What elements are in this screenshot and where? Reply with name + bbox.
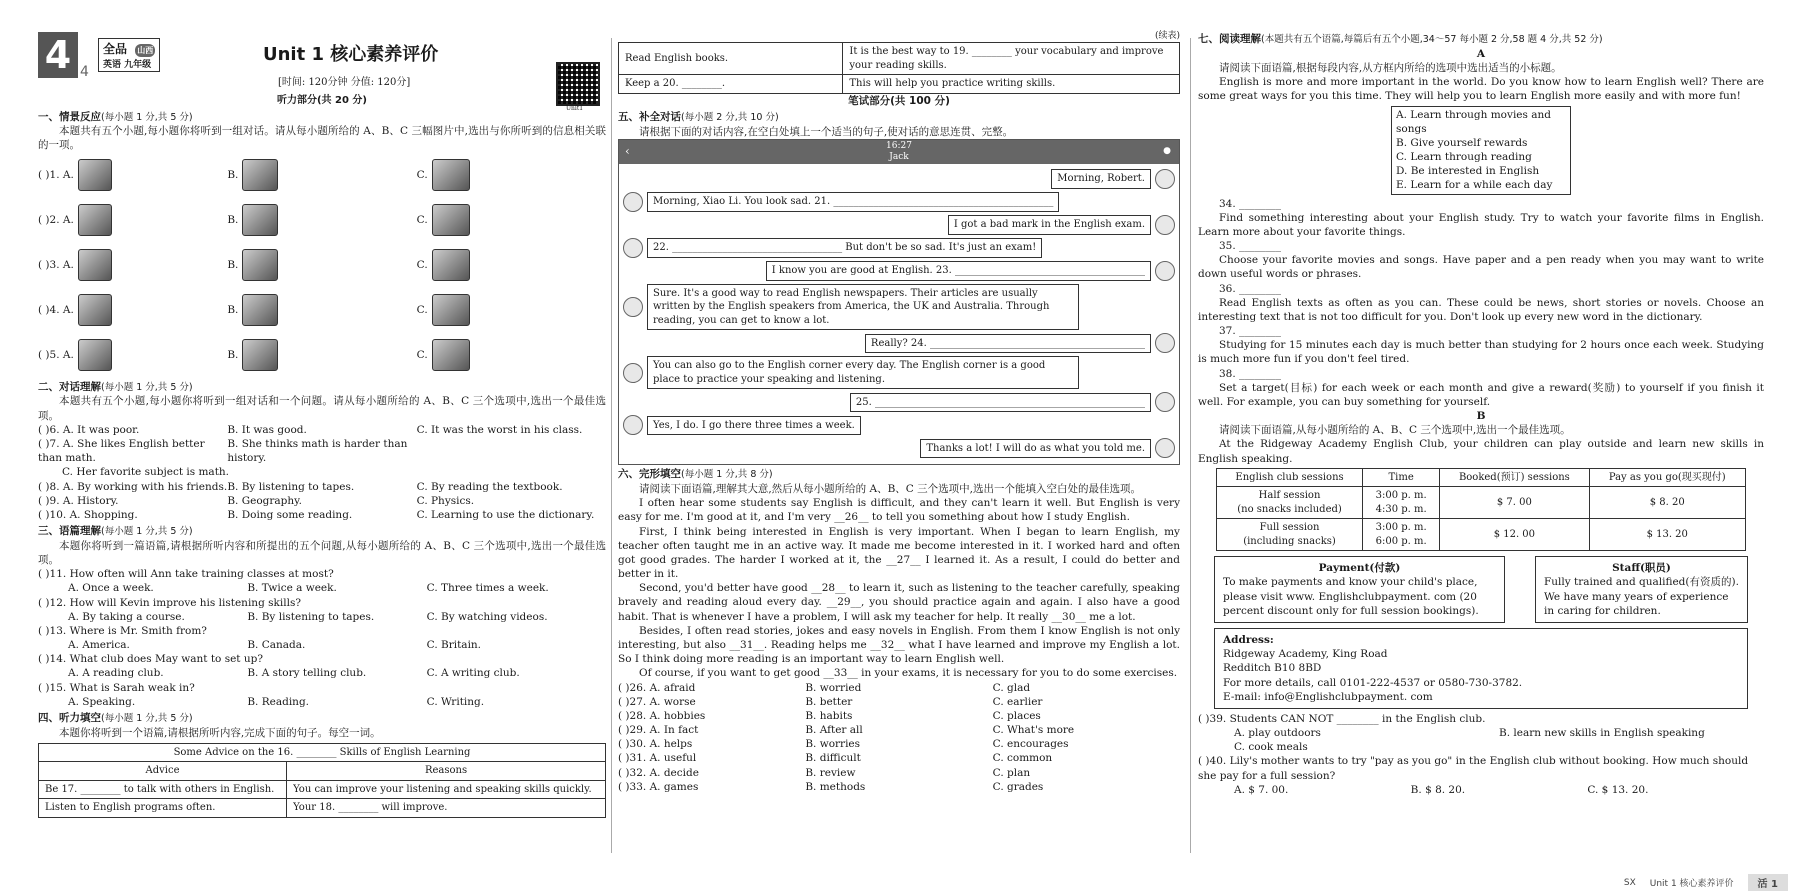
book-icon	[78, 249, 112, 281]
back-icon[interactable]: ‹	[625, 143, 630, 158]
avatar	[623, 238, 643, 258]
chat-line	[623, 238, 1175, 258]
option: C. Learning to use the dictionary.	[416, 508, 595, 521]
qr-code	[556, 62, 600, 106]
question-stem: ( )14. What club does May want to set up?	[38, 653, 263, 666]
heading-option: C. Learn through reading	[1396, 151, 1532, 164]
option: C. What's more	[992, 724, 1075, 737]
advice-table-title: Some Advice on the 16. ________ Skills of English Learning	[39, 743, 606, 762]
picture-option	[227, 249, 416, 281]
heading-option: E. Learn for a while each day	[1396, 179, 1553, 192]
avatar	[1155, 169, 1175, 189]
passage-a-lead: English is more and more important in the world. Do you know how to learn English well? There are some great ways for you this time. They will help you to learn English more easily and with more fun!	[1198, 76, 1764, 103]
chat-line	[623, 261, 1175, 281]
option: C. A writing club.	[426, 667, 520, 680]
picture-option	[417, 249, 606, 281]
option: B. learn new skills in English speaking	[1499, 727, 1705, 740]
pumpkin-icon	[432, 294, 470, 326]
table-cell: $ 7. 00	[1440, 487, 1589, 519]
cloze-option-row	[618, 723, 1180, 737]
question-options	[38, 638, 606, 652]
payment-text: To make payments and know your child's place, please visit www. Englishclubpayment. com (20 percent discount only for full session bookings).	[1223, 576, 1479, 617]
advice-table	[38, 743, 606, 818]
chat-bubble: I know you are good at English. 23. ______________________________________	[766, 261, 1151, 281]
tv-icon	[242, 339, 278, 371]
chat-bubble: Morning, Xiao Li. You look sad. 21. ____________________________________________	[647, 192, 1059, 212]
picture-option	[38, 249, 227, 281]
payment-box	[1214, 556, 1505, 623]
s4-intro: 本题你将听到一个语篇,请根据所听内容,完成下面的句子。每空一词。	[59, 726, 381, 739]
left-column	[38, 30, 606, 893]
option: C. By watching videos.	[426, 610, 548, 623]
cloze-paragraph: Of course, if you want to get good __33__ in your exams, it is necessary for you to do some exercises.	[639, 667, 1178, 680]
option: B. Twice a week.	[247, 582, 337, 595]
option: A. play outdoors	[1234, 727, 1321, 740]
option-label: C.	[416, 304, 428, 317]
cloze-paragraph: First, I think being interested in English is very important. When I began to learn English, my teacher often taught me in an active way. It made me become interested in it. I worked hard and often got good grades. The harder I worked at it, the __27__ I learned it. As a result, I could do better and better in it.	[618, 525, 1180, 581]
s3-questions	[38, 567, 606, 709]
option: C. cook meals	[1234, 741, 1308, 754]
option: C. glad	[992, 681, 1031, 694]
chat-window	[618, 139, 1180, 466]
column-divider	[1190, 38, 1191, 853]
option-label: ( )3. A.	[38, 259, 74, 272]
option: C. places	[992, 709, 1041, 722]
option: ( )8. A. By working with his friends.	[38, 480, 228, 493]
option: B. Reading.	[247, 695, 310, 708]
staff-text: Fully trained and qualified(有资质的). We have many years of experience in caring for children.	[1544, 576, 1739, 617]
newspaper-icon	[432, 249, 470, 281]
chat-messages	[619, 164, 1179, 465]
option: B. worried	[805, 681, 862, 694]
option: B. Geography.	[227, 494, 303, 507]
option: A. A reading club.	[68, 667, 164, 680]
cloze-paragraph: Second, you'd better have good __28__ to learn it, such as listening to the teacher carefully, speaking bravely and reading aloud every day. __29__, you should practice again and again. I also have a good habit. That is whenever I have a problem, I will ask my teacher for help. It really __30__ me a lot.	[618, 582, 1180, 623]
picture-option	[417, 159, 606, 191]
option: B. She thinks math is harder than history.	[227, 437, 408, 465]
reason-cell: It is the best way to 19. ________ your vocabulary and improve your reading skills.	[843, 43, 1180, 75]
advice-cell: Be 17. ________ to talk with others in English.	[39, 780, 287, 799]
passage-a-intro: 请阅读下面语篇,根据每段内容,从方框内所给的选项中选出适当的小标题。	[1219, 61, 1562, 74]
column-divider	[611, 38, 612, 853]
continued-table	[618, 42, 1180, 94]
option: C. By reading the textbook.	[416, 480, 563, 493]
avatar	[623, 363, 643, 383]
passage-a-label: A	[1476, 47, 1486, 60]
unit-sub-number: 4	[80, 64, 89, 80]
avatar	[623, 297, 643, 317]
s2-intro: 本题共有五个小题,每小题你将听到一组对话和一个问题。请从每小题所给的 A、B、C 三个选项中,选出一个最佳选项。	[38, 395, 606, 422]
info-boxes	[1214, 556, 1748, 623]
chat-line	[623, 392, 1175, 412]
s2-title: 二、对话理解(每小题 1 分,共 5 分)	[38, 380, 193, 393]
chat-bubble: I got a bad mark in the English exam.	[948, 215, 1151, 235]
address-line: For more details, call 0101-222-4537 or 0580-730-3782.	[1223, 676, 1523, 689]
cloze-paragraph: I often hear some students say English is difficult, and they can't learn it well. But English is very easy for me. I'm good at it, and I'm very __26__ to tell you something about how I study English.	[618, 497, 1180, 524]
option-label: B.	[227, 214, 239, 227]
picture-row	[38, 333, 606, 378]
cloze-option-row	[618, 709, 1180, 723]
option: B. habits	[805, 709, 853, 722]
avatar	[1155, 438, 1175, 458]
s3-title: 三、语篇理解(每小题 1 分,共 5 分)	[38, 525, 193, 538]
option-label: B.	[227, 259, 239, 272]
chat-line	[623, 415, 1175, 435]
series-label: 全品	[103, 42, 128, 56]
cloze-option-row	[618, 737, 1180, 751]
s4-title: 四、听力填空(每小题 1 分,共 5 分)	[38, 711, 193, 724]
table-header: Booked(预订) sessions	[1440, 468, 1589, 487]
passage-paragraph: Studying for 15 minutes each day is much better than studying for 2 hours once each week. Studying is much more fun if you don't feel tired.	[1198, 339, 1764, 366]
table-cell: $ 13. 20	[1589, 519, 1746, 551]
continued-label: (续表)	[1154, 31, 1180, 41]
option: C. Physics.	[416, 494, 475, 507]
s5-intro: 请根据下面的对话内容,在空白处填上一个适当的句子,使对话的意思连贯、完整。	[639, 125, 1014, 138]
reason-cell: This will help you practice writing skills.	[843, 75, 1180, 94]
table-cell: 3:00 p. m. 6:00 p. m.	[1363, 519, 1440, 551]
page-number: 活 1	[1748, 874, 1788, 891]
chat-bubble: 22. __________________________________ But don't be so sad. It's just an exam!	[647, 238, 1042, 258]
books-icon	[432, 159, 470, 191]
chat-header	[619, 140, 1179, 164]
option-label: B.	[227, 169, 239, 182]
option	[417, 437, 606, 465]
reason-cell: Your 18. ________ will improve.	[287, 799, 606, 818]
option-label: C.	[416, 259, 428, 272]
heading-option: B. Give yourself rewards	[1396, 136, 1528, 149]
picture-option	[38, 159, 227, 191]
cloze-options	[618, 681, 1180, 794]
advice-cell: Read English books.	[619, 43, 843, 75]
option: A. By taking a course.	[68, 610, 185, 623]
option: ( )31. A. useful	[618, 752, 697, 765]
avatar	[1155, 215, 1175, 235]
chat-bubble: Morning, Robert.	[1051, 169, 1151, 189]
option-label: ( )2. A.	[38, 214, 74, 227]
option: B. methods	[805, 780, 866, 793]
question-row	[38, 508, 606, 522]
option: B. worries	[805, 738, 861, 751]
option: B. By listening to tapes.	[227, 480, 355, 493]
option: ( )26. A. afraid	[618, 681, 696, 694]
chat-contact-name: Jack	[889, 151, 909, 162]
question-stem: ( )11. How often will Ann take training classes at most?	[38, 568, 334, 581]
footer-title: Unit 1 核心素养评价	[1649, 879, 1734, 889]
picture-option	[417, 294, 606, 326]
option: A. Once a week.	[68, 582, 154, 595]
picture-option	[227, 159, 416, 191]
question-stem: ( )12. How will Kevin improve his listening skills?	[38, 596, 301, 609]
q40: ( )40. Lily's mother wants to try "pay as you go" in the English club without booking. How much should she pay for a full session?	[1198, 755, 1749, 782]
picture-option	[38, 339, 227, 371]
option: ( )27. A. worse	[618, 695, 696, 708]
written-heading: 笔试部分(共 100 分)	[848, 94, 950, 107]
option: A. Speaking.	[68, 695, 136, 708]
question-row	[38, 480, 606, 494]
cloze-option-row	[618, 751, 1180, 765]
footer-code: SX	[1623, 877, 1636, 888]
blank-number: 35. ________	[1219, 240, 1282, 253]
option-label: C.	[416, 169, 428, 182]
option: B. It was good.	[227, 423, 307, 436]
option: C. Her favorite subject is math.	[62, 466, 230, 479]
passage-b-lead: At the Ridgeway Academy English Club, your children can play outside and learn new skills in English speaking.	[1198, 438, 1764, 465]
option-label: C.	[416, 349, 428, 362]
table-cell: Half session (no snacks included)	[1217, 487, 1363, 519]
question-options	[38, 581, 606, 595]
q39-options	[1198, 726, 1764, 740]
option: ( )6. A. It was poor.	[38, 423, 140, 436]
passage-paragraph: Read English texts as often as you can. These could be news, short stories or novels. Choose an interesting text that is not too difficult for you. Don't look up every new word in the dictionary.	[1198, 296, 1764, 323]
picture-row	[38, 288, 606, 333]
s3-intro: 本题你将听到一篇语篇,请根据所听内容和所提出的五个问题,从每小题所给的 A、B、C 三个选项中,选出一个最佳选项。	[38, 539, 606, 566]
option: ( )28. A. hobbies	[618, 709, 706, 722]
option: C. $ 13. 20.	[1587, 783, 1649, 796]
table-header: Time	[1363, 468, 1440, 487]
cloze-option-row	[618, 695, 1180, 709]
chat-bubble: You can also go to the English corner every day. The English corner is a good place to practice your speaking and listening.	[647, 356, 1079, 389]
picture-option	[227, 204, 416, 236]
option-label: B.	[227, 349, 239, 362]
avatar	[1155, 261, 1175, 281]
table-cell: Full session (including snacks)	[1217, 519, 1363, 551]
option: A. America.	[68, 639, 130, 652]
book-icon	[78, 204, 112, 236]
option: C. encourages	[992, 738, 1069, 751]
q39: ( )39. Students CAN NOT ________ in the English club.	[1198, 712, 1486, 725]
picture-option	[417, 204, 606, 236]
option: C. grades	[992, 780, 1044, 793]
question-row	[38, 494, 606, 508]
table-row	[1217, 519, 1746, 551]
chat-bubble: Really? 24. ___________________________________________	[865, 334, 1151, 354]
address-line: Redditch B10 8BD	[1223, 662, 1322, 675]
option: B. A story telling club.	[247, 667, 367, 680]
cloze-option-row	[618, 766, 1180, 780]
question-options	[38, 695, 606, 709]
address-title: Address:	[1223, 633, 1274, 646]
phone-icon	[78, 159, 112, 191]
avatar	[1155, 392, 1175, 412]
chat-line	[623, 333, 1175, 353]
passage-paragraph: Set a target(目标) for each week or each month and give a reward(奖励) to yourself if you finish it well. For example, you can buy something for yourself.	[1198, 381, 1764, 408]
passage-a-blocks	[1198, 197, 1764, 410]
option: ( )9. A. History.	[38, 494, 119, 507]
address-line: Ridgeway Academy, King Road	[1223, 648, 1388, 661]
tape-icon	[242, 249, 278, 281]
option: C. earlier	[992, 695, 1043, 708]
q40-options	[1198, 783, 1764, 797]
picture-option	[38, 294, 227, 326]
option: B. difficult	[805, 752, 861, 765]
option-label: C.	[416, 214, 428, 227]
option: C. Writing.	[426, 695, 485, 708]
option: C. Britain.	[426, 639, 482, 652]
heading-option: D. Be interested in English	[1396, 165, 1540, 178]
staff-box	[1535, 556, 1748, 623]
qr-label: Unit1	[566, 105, 584, 112]
address-box	[1214, 628, 1748, 709]
option-label: ( )5. A.	[38, 349, 74, 362]
option: ( )10. A. Shopping.	[38, 508, 138, 521]
chat-bubble: 25. ______________________________________________________	[850, 393, 1151, 413]
picture-option	[227, 294, 416, 326]
right-column	[1198, 30, 1764, 893]
chat-line	[623, 169, 1175, 189]
passage-paragraph: Choose your favorite movies and songs. Have paper and a pen ready when you may want to write down useful words or phrases.	[1198, 254, 1764, 281]
table-cell: 3:00 p. m. 4:30 p. m.	[1363, 487, 1440, 519]
chat-line	[623, 192, 1175, 212]
tape-icon	[432, 339, 470, 371]
table-cell: $ 12. 00	[1440, 519, 1589, 551]
option: B. Canada.	[247, 639, 306, 652]
cloze-passage	[618, 496, 1180, 680]
cloze-option-row	[618, 780, 1180, 794]
s1-title: 一、情景反应(每小题 1 分,共 5 分)	[38, 110, 193, 123]
avatar	[1155, 333, 1175, 353]
s7-title: 七、阅读理解(本题共有五个语篇,每篇后有五个小题,34～57 每小题 2 分,58 题 4 分,共 52 分)	[1198, 33, 1603, 45]
cloze-option-row	[618, 681, 1180, 695]
subject-label: 英语 九年级	[103, 60, 152, 70]
region-badge: 山西	[137, 46, 154, 55]
reason-cell: You can improve your listening and speaking skills quickly.	[287, 780, 606, 799]
blank-number: 36. ________	[1219, 282, 1282, 295]
table-row	[1217, 487, 1746, 519]
chat-bubble: Sure. It's a good way to read English newspapers. Their articles are usually written by the English speakers from America, the UK and Australia. Through reading, you can get to know a lot.	[647, 284, 1079, 331]
option-label: ( )1. A.	[38, 169, 74, 182]
question-stem: ( )13. Where is Mr. Smith from?	[38, 624, 207, 637]
s6-title: 六、完形填空(每小题 1 分,共 8 分)	[618, 468, 773, 481]
book-icon	[242, 204, 278, 236]
avatar	[623, 415, 643, 435]
table-header: English club sessions	[1217, 468, 1363, 487]
passage-b-intro: 请阅读下面语篇,从每小题所给的 A、B、C 三个选项中,选出一个最佳选项。	[1219, 424, 1571, 437]
address-lines	[1223, 647, 1739, 704]
passage-paragraph: Find something interesting about your English study. Try to watch your favorite films in English. Learn more about your favorite things.	[1198, 211, 1764, 238]
option	[425, 465, 606, 479]
chat-line	[623, 284, 1175, 331]
s5-title: 五、补全对话(每小题 2 分,共 10 分)	[618, 110, 779, 123]
advice-cell: Keep a 20. ________.	[619, 75, 843, 94]
chat-line	[623, 438, 1175, 458]
option: B. Doing some reading.	[227, 508, 353, 521]
s1-intro: 本题共有五个小题,每小题你将听到一组对话。请从每小题所给的 A、B、C 三幅图片中,选出与你所听到的信息相关联的一项。	[38, 125, 606, 152]
s1-pictures	[38, 153, 606, 378]
time-score: [时间: 120分钟 分值: 120分]	[278, 77, 411, 88]
option: C. Three times a week.	[426, 582, 549, 595]
avatar	[623, 192, 643, 212]
girl-icon	[242, 294, 278, 326]
math-book-icon	[432, 204, 470, 236]
middle-column	[618, 30, 1180, 893]
picture-option	[417, 339, 606, 371]
table-cell: $ 8. 20	[1589, 487, 1746, 519]
question-stem: ( )15. What is Sarah weak in?	[38, 681, 195, 694]
telephone-icon	[78, 339, 112, 371]
picture-row	[38, 153, 606, 198]
club-sessions-table	[1216, 468, 1746, 552]
series-box	[98, 38, 160, 72]
picture-option	[38, 204, 227, 236]
blank-number: 37. ________	[1219, 325, 1282, 338]
option: ( )7. A. She likes English better than math.	[38, 437, 205, 465]
chat-time: 16:27	[886, 140, 912, 151]
footer	[1624, 874, 1788, 891]
option: ( )30. A. helps	[618, 738, 693, 751]
option: ( )33. A. games	[618, 780, 699, 793]
question-row	[38, 423, 606, 437]
listening-heading: 听力部分(共 20 分)	[276, 95, 368, 106]
table-header-row	[1217, 468, 1746, 487]
advice-cell: Listen to English programs often.	[39, 799, 287, 818]
profile-icon[interactable]: ●	[1163, 145, 1171, 156]
question-row	[38, 465, 606, 479]
address-line: E-mail: info@Englishclubpayment. com	[1223, 690, 1433, 703]
chat-bubble: Yes, I do. I go there three times a week.	[647, 416, 861, 436]
s6-intro: 请阅读下面语篇,理解其大意,然后从每小题所给的 A、B、C 三个选项中,选出一个能填入空白处的最佳选项。	[639, 483, 1142, 496]
unit-number-badge: 4	[38, 32, 78, 78]
chat-bubble: Thanks a lot! I will do as what you told me.	[920, 439, 1151, 459]
option: ( )32. A. decide	[618, 766, 699, 779]
option: B. better	[805, 695, 853, 708]
question-row	[38, 437, 606, 465]
picture-row	[38, 198, 606, 243]
option: C. common	[992, 752, 1053, 765]
heading-options-box	[1391, 106, 1571, 195]
option: B. After all	[805, 724, 863, 737]
blank-number: 34. ________	[1219, 197, 1282, 210]
option	[243, 465, 424, 479]
chat-line	[623, 356, 1175, 389]
question-options	[38, 666, 606, 680]
option: C. plan	[992, 766, 1031, 779]
advice-header: Advice	[39, 762, 287, 781]
option: B. By listening to tapes.	[247, 610, 375, 623]
staff-title: Staff(职员)	[1612, 562, 1671, 575]
cloze-paragraph: Besides, I often read stories, jokes and easy novels in English. From them I know English is not only interesting, but also __31__. Reading helps me __32__ what I have learned and improve my English a lot. So I think doing more reading is an important way to learn English well.	[618, 624, 1180, 666]
picture-option	[227, 339, 416, 371]
option: C. It was the worst in his class.	[416, 423, 583, 436]
question-options	[38, 610, 606, 624]
passage-b-label: B	[1476, 410, 1486, 423]
payment-title: Payment(付款)	[1318, 562, 1401, 575]
option: B. review	[805, 766, 856, 779]
option: A. $ 7. 00.	[1234, 783, 1289, 796]
page-title: Unit 1 核心素养评价	[263, 44, 439, 65]
option-label: B.	[227, 304, 239, 317]
option-label: ( )4. A.	[38, 304, 74, 317]
chat-line	[623, 215, 1175, 235]
picture-row	[38, 243, 606, 288]
heading-option: A. Learn through movies and songs	[1396, 108, 1551, 135]
computer-icon	[242, 159, 278, 191]
option: B. $ 8. 20.	[1410, 783, 1466, 796]
s2-questions	[38, 423, 606, 522]
student-icon	[78, 294, 112, 326]
blank-number: 38. ________	[1219, 367, 1282, 380]
reasons-header: Reasons	[287, 762, 606, 781]
option: ( )29. A. In fact	[618, 724, 699, 737]
table-header: Pay as you go(现买现付)	[1589, 468, 1746, 487]
